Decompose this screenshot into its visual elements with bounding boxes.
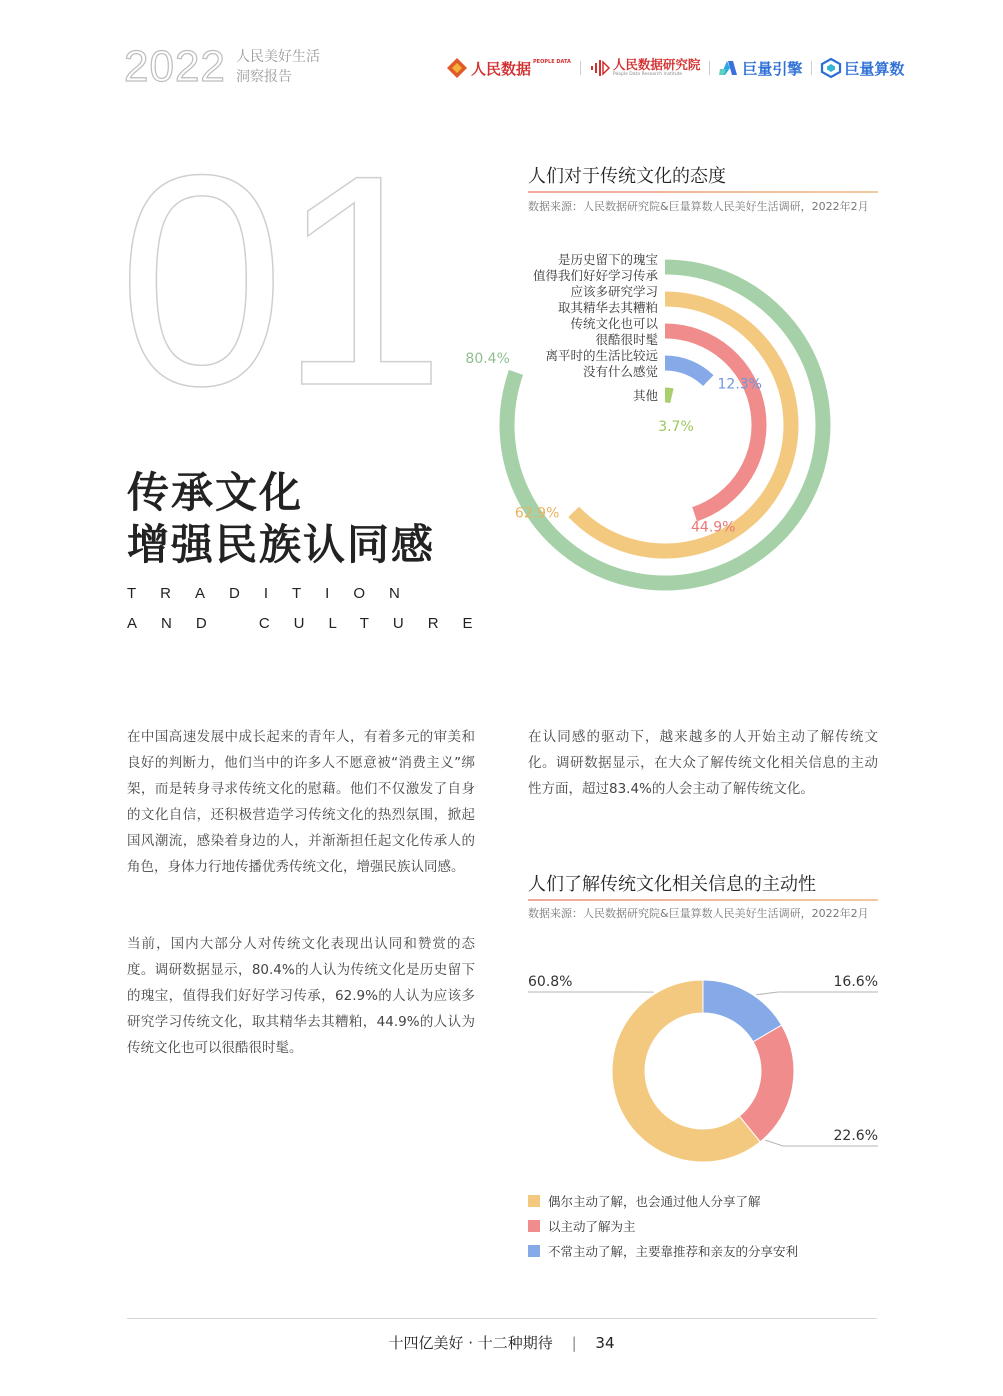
legend-swatch [528,1245,540,1257]
logo-separator [811,61,812,75]
radial-bar-category-label: 值得我们好好学习传承 [532,268,658,283]
radial-bar-value-label: 12.3% [717,376,762,393]
people-data-logo-text: 人民数据 [471,59,532,78]
ocean-analytics-icon [821,58,841,78]
page-number: 34 [595,1334,615,1352]
radial-bar-value-label: 3.7% [658,419,694,435]
section-title-line1: 传承文化 [127,468,304,517]
radial-bar-category-label: 其他 [632,388,658,403]
people-data-institute-logo-sub: People Data Research Institute [612,72,683,77]
radial-bar-value-label: 44.9% [691,519,736,536]
signal-icon [590,60,610,76]
chart1-title: 人们对于传统文化的态度 [528,166,726,187]
ocean-engine-logo-text: 巨量引擎 [742,59,803,78]
legend-label: 偶尔主动了解，也会通过他人分享了解 [548,1194,761,1209]
radial-bar-category-label: 很酷很时髦 [595,332,658,347]
ocean-engine-logo [719,58,802,79]
donut-value-label: 16.6% [833,974,878,990]
logo-separator [709,61,710,75]
radial-bar-category-label: 取其精华去其糟粕 [557,300,658,315]
partner-logos [446,55,904,81]
section-number: 01 [118,112,440,448]
donut-leader-line [756,992,878,995]
chart2-source: 数据来源：人民数据研究院&巨量算数人民美好生活调研，2022年2月 [528,907,869,920]
radial-bar-category-label: 传统文化也可以 [570,316,658,331]
page-footer [0,1333,1003,1353]
people-data-logo [446,57,571,79]
radial-bar-category-label: 没有什么感觉 [582,364,658,379]
people-daily-icon [446,57,468,79]
radial-bar-category-label: 应该多研究学习 [570,284,658,299]
footer-separator: | [571,1334,577,1352]
section-english-line1: TRADITION [127,585,424,602]
legend-item-passive [528,1242,798,1260]
donut-value-label: 60.8% [528,974,573,990]
chart2-title: 人们了解传统文化相关信息的主动性 [528,874,816,895]
footer-rule [127,1318,877,1319]
legend-swatch [528,1220,540,1232]
report-year: 2022 [124,42,226,91]
ocean-analytics-logo-text: 巨量算数 [844,59,905,78]
body-paragraph-2: 当前，国内大部分人对传统文化表现出认同和赞赏的态度。调研数据显示，80.4%的人认为传统文化是历史留下的瑰宝，值得我们好好学习传承，62.9%的人认为应该多研究学习传统文化，取其精华去其糟粕，44.9%的人认为传统文化也可以很酷很时髦。 [127,936,475,1056]
legend-label: 以主动了解为主 [548,1219,636,1234]
body-paragraph-1: 在中国高速发展中成长起来的青年人，有着多元的审美和良好的判断力，他们当中的许多人不愿意被“消费主义”绑架，而是转身寻求传统文化的慰藉。他们不仅激发了自身的文化自信，还积极营造学习传统文化的热烈氛围，掀起国风潮流，感染着身边的人，并渐渐担任起文化传承人的角色，身体力行地传播优秀传统文化，增强民族认同感。 [127,729,475,875]
radial-bar-category-label: 离平时的生活比较远 [545,348,658,363]
donut-slice [739,1025,794,1142]
radial-bar-value-label: 62.9% [514,505,560,522]
section-english-line2: AND CULTURE [127,615,497,632]
legend-item-active [528,1217,636,1235]
radial-bar [665,395,672,396]
radial-bar [665,363,708,381]
donut-value-label: 22.6% [833,1128,878,1144]
chart1-title-rule [528,191,878,193]
footer-text: 十四亿美好 · 十二种期待 [388,1334,553,1352]
legend-swatch [528,1195,540,1207]
initiative-donut-chart [520,960,885,1175]
radial-bar-value-label: 80.4% [465,350,510,367]
ocean-engine-icon [719,59,739,77]
legend-label: 不常主动了解，主要靠推荐和亲友的分享安利 [548,1244,799,1259]
body-paragraph-3: 在认同感的驱动下，越来越多的人开始主动了解传统文化。调研数据显示，在大众了解传统文化相关信息的主动性方面，超过83.4%的人会主动了解传统文化。 [528,729,878,797]
chart2-title-rule [528,899,878,901]
report-subtitle-line1: 人民美好生活 [236,49,320,65]
legend-item-occasional [528,1192,761,1210]
chart1-source: 数据来源：人民数据研究院&巨量算数人民美好生活调研，2022年2月 [528,200,869,213]
report-subtitle-line2: 洞察报告 [236,69,292,85]
ocean-analytics-logo [821,58,904,79]
people-data-institute-logo [590,58,701,78]
radial-bar-category-label: 是历史留下的瑰宝 [557,252,658,267]
people-data-logo-badge: PEOPLE DATA [533,59,571,65]
attitude-radial-bar-chart [465,250,880,610]
section-title-line2: 增强民族认同感 [127,520,436,569]
logo-separator [580,61,581,75]
people-data-institute-logo-text: 人民数据研究院 [612,57,701,72]
